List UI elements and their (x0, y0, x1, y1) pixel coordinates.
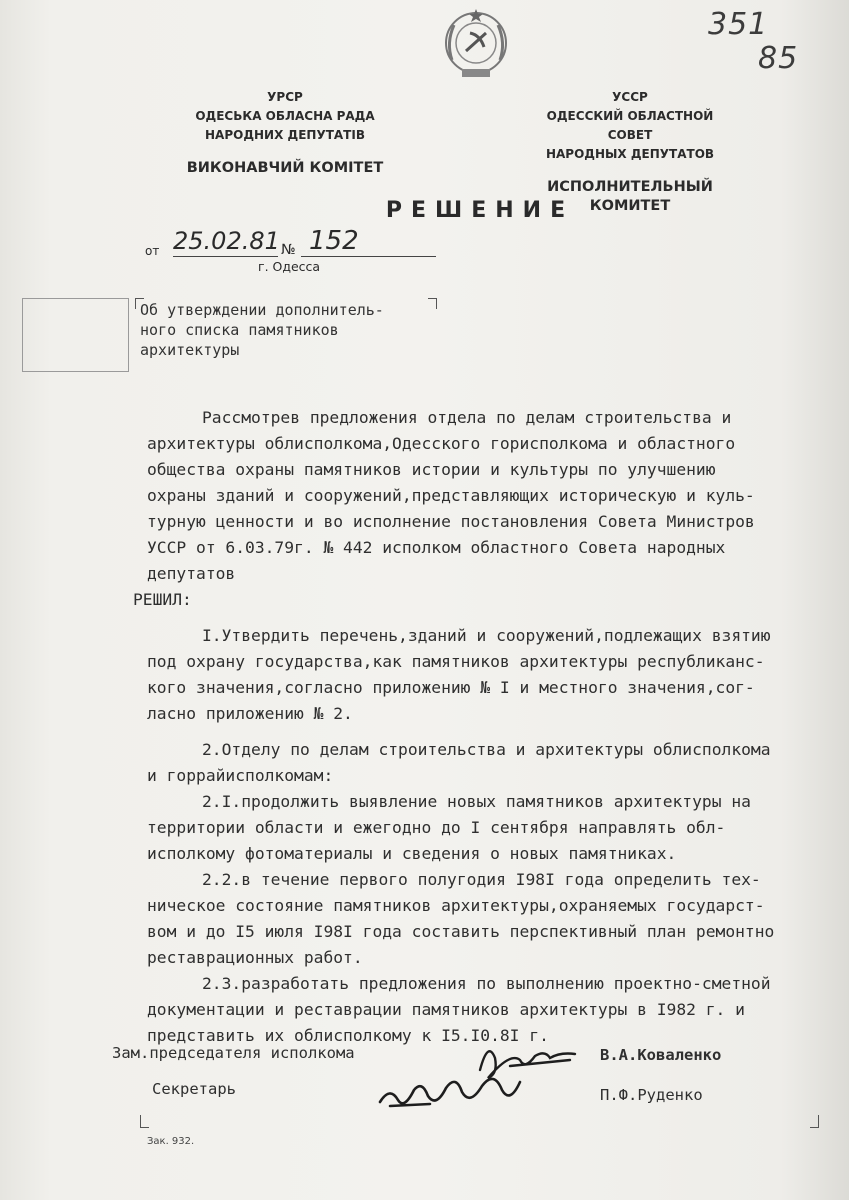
city: г. Одесса (258, 259, 321, 274)
body-line: под охрану государства,как памятников архитектуры республиканс- (147, 652, 765, 671)
body-line: 2.2.в течение первого полугодия I98I года определить тех- (202, 870, 761, 889)
margin-corner-mark (810, 1115, 819, 1128)
state-emblem-icon (440, 5, 512, 85)
body-line: кого значения,согласно приложению № I и местного значения,сог- (147, 678, 755, 697)
body-line: представить их облисполкому к I5.I0.8I г. (147, 1026, 549, 1045)
header-ukrainian (175, 88, 395, 178)
body-line: и горрайисполкомам: (147, 766, 334, 785)
body-line: 2.I.продолжить выявление новых памятников архитектуры на (202, 792, 751, 811)
document-body (133, 405, 837, 1049)
margin-corner-mark (140, 1115, 149, 1128)
body-line: УССР от 6.03.79г. № 442 исполком областного Совета народных (147, 538, 726, 557)
header-russian (530, 88, 730, 216)
body-line: 2.3.разработать предложения по выполнению проектно-сметной (202, 974, 771, 993)
header-republic: УССР (612, 90, 648, 104)
date-from-label: от (145, 244, 160, 258)
body-line: 2.Отделу по делам строительства и архитектуры облисполкома (202, 740, 771, 759)
body-line: ласно приложению № 2. (147, 704, 353, 723)
body-line: ническое состояние памятников архитектуры,охраняемых государст- (147, 896, 765, 915)
header-council-line1: ОДЕССКИЙ ОБЛАСТНОЙ СОВЕТ (546, 109, 714, 142)
body-line: турную ценности и во исполнение постановления Совета Министров (147, 512, 755, 531)
body-line: депутатов (147, 564, 236, 583)
header-council-line1: ОДЕСЬКА ОБЛАСНА РАДА (195, 109, 375, 123)
stamp-box (22, 298, 129, 372)
header-council-line2: НАРОДНИХ ДЕПУТАТІВ (205, 128, 365, 142)
subject (140, 300, 440, 360)
body-line: территории области и ежегодно до I сентября направлять обл- (147, 818, 726, 837)
header-republic: УРСР (267, 90, 303, 104)
signatory-role-secretary: Секретарь (152, 1080, 236, 1098)
subject-line: Об утверждении дополнитель- (140, 301, 384, 319)
number-label: № (281, 242, 296, 258)
handwritten-number-bottom: 85 (758, 41, 799, 76)
dateline (145, 226, 445, 260)
decision-date: 25.02.81 (173, 227, 280, 255)
handwritten-archive-number (708, 7, 799, 76)
handwritten-signatures (370, 1030, 600, 1120)
decision-number: 152 (301, 226, 436, 257)
print-order-number: Зак. 932. (147, 1136, 195, 1147)
body-line: охраны зданий и сооружений,представляющих историческую и куль- (147, 486, 755, 505)
header-committee: ВИКОНАВЧИЙ КОМІТЕТ (186, 160, 384, 176)
header-committee: ИСПОЛНИТЕЛЬНЫЙ КОМИТЕТ (547, 179, 713, 214)
decided-label: РЕШИЛ: (133, 590, 192, 609)
body-line: документации и реставрации памятников архитектуры в I982 г. и (147, 1000, 745, 1019)
subject-line: архитектуры (140, 341, 240, 359)
body-line: I.Утвердить перечень,зданий и сооружений,подлежащих взятию (202, 626, 771, 645)
body-line: общества охраны памятников истории и культуры по улучшению (147, 460, 716, 479)
handwritten-number-top: 351 (708, 7, 769, 42)
document-title: РЕШЕНИЕ (385, 198, 575, 223)
header-council-line2: НАРОДНЫХ ДЕПУТАТОВ (545, 147, 715, 161)
body-line: Рассмотрев предложения отдела по делам строительства и (202, 408, 732, 427)
signatory-name-deputy-chairman: В.А.Коваленко (600, 1046, 722, 1064)
subject-line: ного списка памятников (140, 321, 339, 339)
body-line: исполкому фотоматериалы и сведения о новых памятниках. (147, 844, 677, 863)
body-line: реставрационных работ. (147, 948, 363, 967)
signatory-role-deputy-chairman: Зам.председателя исполкома (112, 1044, 355, 1062)
signatory-name-secretary: П.Ф.Руденко (600, 1086, 703, 1104)
body-line: архитектуры облисполкома,Одесского горисполкома и областного (147, 434, 736, 453)
body-line: вом и до I5 июля I98I года составить перспективный план ремонтно (147, 922, 775, 941)
